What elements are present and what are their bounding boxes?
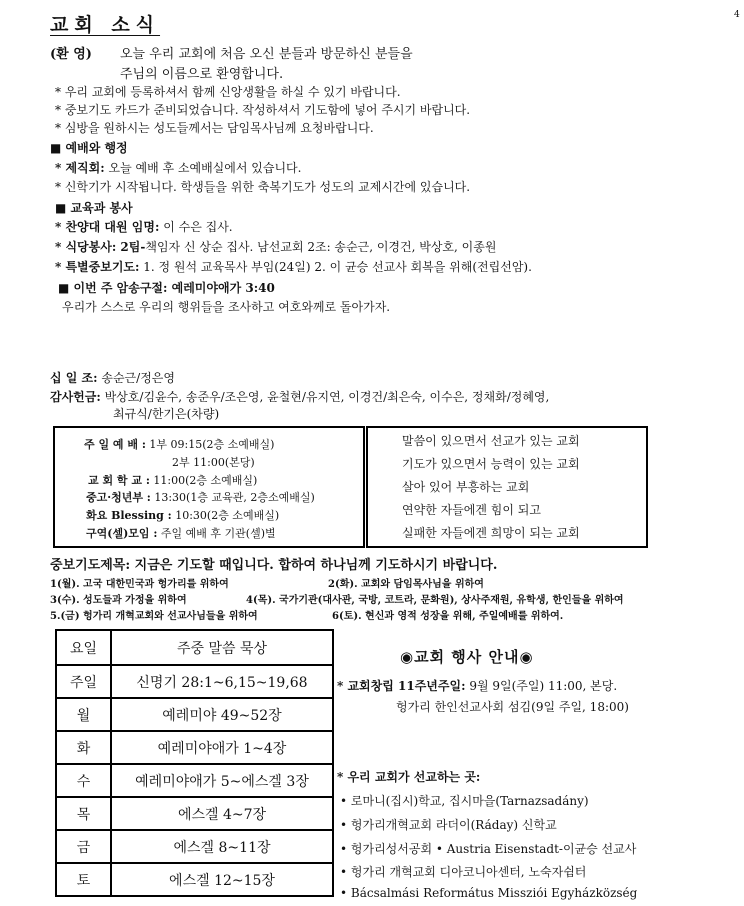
day-cell: 화: [56, 731, 111, 764]
mission-item: • Bácsalmási Református Missziói Egyházközség: [340, 886, 638, 900]
schedule-row: [84, 436, 274, 452]
intercession-heading: 중보기도제목: 지금은 기도할 때입니다. 합하여 하나님께 기도하시기 바랍니다.: [50, 558, 498, 573]
vision-line: 살아 있어 부흥하는 교회: [402, 480, 530, 494]
intercession-wed: 3(수). 성도들과 가정을 위하여: [50, 595, 187, 606]
schedule-text: 13:30(1층 교육관, 2층소예배실): [150, 491, 315, 504]
table-row: [56, 698, 333, 731]
table-header-row: [56, 630, 333, 665]
kitchen-text: 책임자 신 상순 집사. 남선교회 2조: 송순근, 이경건, 박상호, 이종원: [145, 240, 497, 254]
worship-item-1-text: 오늘 예배 후 소예배실에서 있습니다.: [104, 161, 302, 175]
reading-cell: 신명기 28:1~6,15~19,68: [111, 665, 333, 698]
notice-item: * 중보기도 카드가 준비되었습니다. 작성하셔서 기도함에 넣어 주시기 바랍니다.: [55, 103, 471, 117]
prayer-notice: [55, 258, 532, 275]
mission-item: • 헝가리 개혁교회 디아코니아센터, 노숙자쉼터: [340, 865, 587, 879]
notice-item: * 우리 교회에 등록하셔서 함께 신앙생활을 하실 수 있기 바랍니다.: [55, 85, 401, 99]
schedule-label: 중고·청년부 :: [86, 491, 151, 504]
intercession-tue: 2(화). 교회와 담임목사님을 위하여: [328, 579, 484, 590]
schedule-label: 교 회 학 교 :: [88, 474, 150, 487]
table-row: [56, 797, 333, 830]
day-cell: 주일: [56, 665, 111, 698]
tithe-label: 십 일 조:: [50, 371, 98, 385]
education-heading: ■ 교육과 봉사: [55, 201, 133, 215]
day-cell: 수: [56, 764, 111, 797]
vision-line: 기도가 있으면서 능력이 있는 교회: [402, 457, 580, 471]
thanks-line: [50, 388, 549, 405]
worship-item-1-label: * 제직회:: [55, 161, 105, 175]
schedule-row: [88, 472, 257, 488]
vision-line: 실패한 자들에겐 희망이 되는 교회: [402, 526, 580, 540]
table-row: [56, 863, 333, 896]
mission-society-line: 헝가리 한인선교사회 섬김(9일 주일, 18:00): [396, 700, 629, 714]
intercession-sat: 6(토). 현신과 영적 성장을 위해, 주일예배를 위하여.: [332, 611, 564, 622]
schedule-row: [86, 525, 276, 541]
anniversary-text: 9월 9일(주일) 11:00, 본당.: [465, 679, 618, 693]
mission-item: • 헝가리개혁교회 라더이(Ráday) 신학교: [340, 818, 557, 832]
thanks-names: 박상호/김윤수, 송준우/조은영, 윤철현/유지연, 이경건/최은숙, 이수은, 정채화/정혜영,: [100, 390, 550, 404]
anniversary-label: * 교회창립 11주년주일:: [337, 679, 466, 693]
events-heading: ◉교회 행사 안내◉: [400, 648, 534, 666]
welcome-label: (환 영): [50, 47, 92, 62]
reading-cell: 에스겔 4~7장: [111, 797, 333, 830]
prayer-label: * 특별중보기도:: [55, 260, 140, 274]
worship-item-1: [55, 159, 301, 176]
welcome-line-2: 주님의 이름으로 환영합니다.: [120, 67, 284, 82]
reading-cell: 에스겔 12~15장: [111, 863, 333, 896]
thanks-label: 감사헌금:: [50, 390, 101, 404]
kitchen-label: * 식당봉사: 2팀-: [55, 240, 146, 254]
schedule-row: [172, 454, 255, 470]
schedule-text: 1부 09:15(2층 소예배실): [145, 438, 275, 451]
schedule-row: [86, 489, 315, 505]
table-row: [56, 731, 333, 764]
anniversary-notice: [337, 677, 617, 694]
day-cell: 토: [56, 863, 111, 896]
table-row: [56, 764, 333, 797]
day-cell: 목: [56, 797, 111, 830]
reading-cell: 예레미야애가 5~에스겔 3장: [111, 764, 333, 797]
reading-cell: 에스겔 8~11장: [111, 830, 333, 863]
prayer-text: 1. 정 원석 교육목사 부임(24일) 2. 이 균승 선교사 회복을 위해(전립선암).: [139, 260, 532, 274]
intercession-fri: 5.(금) 헝가리 개혁교회와 선교사님들을 위하여: [50, 611, 258, 622]
meditation-table: [55, 629, 334, 897]
choir-label: * 찬양대 대원 임명:: [55, 220, 160, 234]
missions-heading: * 우리 교회가 선교하는 곳:: [337, 770, 481, 784]
schedule-text: 10:30(2층 소예배실): [171, 509, 280, 522]
day-cell: 월: [56, 698, 111, 731]
choir-notice: [55, 218, 233, 235]
intercession-mon: 1(월). 고국 대한민국과 헝가리를 위하여: [50, 579, 229, 590]
worship-item-2: * 신학기가 시작됩니다. 학생들을 위한 축복기도가 성도의 교제시간에 있습니다.: [55, 180, 471, 194]
notice-item: * 심방을 원하시는 성도들께서는 담임목사님께 요청바랍니다.: [55, 121, 374, 135]
tithe-names: 송순근/정은영: [97, 371, 175, 385]
table-row: [56, 830, 333, 863]
memory-heading: ■ 이번 주 암송구절: 예레미야애가 3:40: [58, 281, 275, 295]
tithe-line: [50, 369, 175, 386]
welcome-line-1: 오늘 우리 교회에 처음 오신 분들과 방문하신 분들을: [120, 47, 413, 62]
worship-heading: ■ 예배와 행정: [50, 141, 128, 155]
schedule-text: 2부 11:00(본당): [172, 456, 255, 469]
thanks-names-2: 최규식/한기은(차량): [113, 407, 220, 421]
schedule-label: 화요 Blessing :: [86, 509, 172, 522]
day-cell: 금: [56, 830, 111, 863]
choir-text: 이 수은 집사.: [159, 220, 233, 234]
schedule-text: 11:00(2층 소예배실): [149, 474, 258, 487]
vision-line: 말씀이 있으면서 선교가 있는 교회: [402, 434, 580, 448]
vision-line: 연약한 자들에겐 힘이 되고: [402, 503, 541, 517]
schedule-row: [86, 507, 279, 523]
mission-item: • 로마니(집시)학교, 집시마을(Tarnazsadány): [340, 794, 589, 808]
kitchen-notice: [55, 238, 496, 255]
header-reading: 주중 말씀 묵상: [111, 630, 333, 665]
page-number: 4: [734, 10, 740, 20]
schedule-text: 주일 예배 후 기관(셀)별: [157, 527, 276, 540]
schedule-label: 구역(셀)모임 :: [86, 527, 158, 540]
page-title: 교회 소식: [50, 14, 161, 36]
intercession-thu: 4(목). 국가기관(대사관, 국방, 코트라, 문화원), 상사주재원, 유학생, 한인들을 위하여: [246, 595, 624, 606]
header-day: 요일: [56, 630, 111, 665]
memory-verse: 우리가 스스로 우리의 행위들을 조사하고 여호와께로 돌아가자.: [62, 300, 391, 314]
table-row: [56, 665, 333, 698]
mission-item: • 헝가리성서공회 • Austria Eisenstadt-이균승 선교사: [340, 842, 637, 856]
schedule-label: 주 일 예 배 :: [84, 438, 146, 451]
reading-cell: 예레미야애가 1~4장: [111, 731, 333, 764]
reading-cell: 예레미야 49~52장: [111, 698, 333, 731]
